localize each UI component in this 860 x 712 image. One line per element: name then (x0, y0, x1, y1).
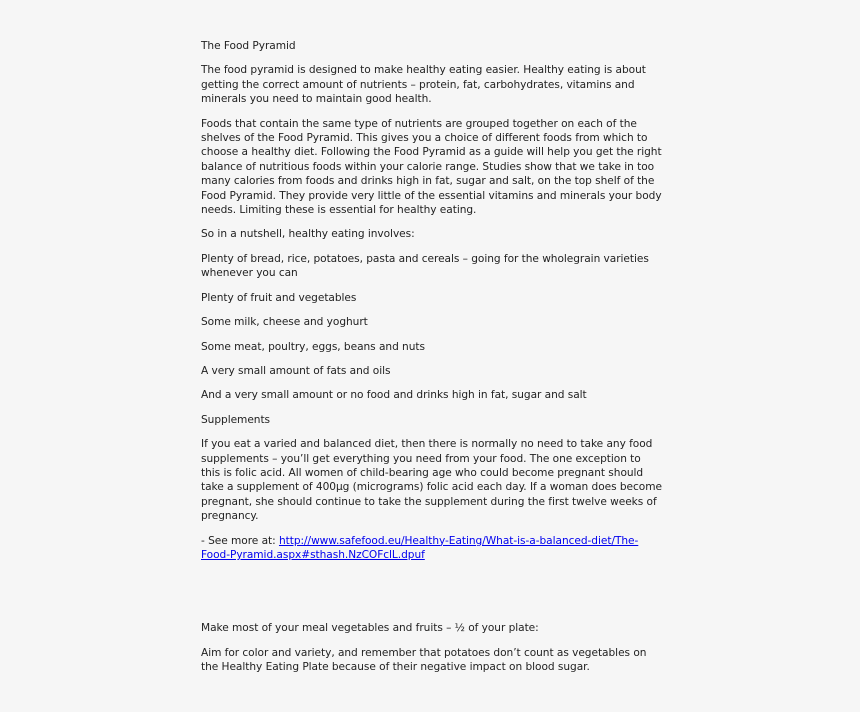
list-item: And a very small amount or no food and drinks high in fat, sugar and salt (201, 389, 587, 402)
source-prefix: - See more at: (201, 534, 279, 547)
list-item: A very small amount of fats and oils (201, 364, 391, 377)
list-item: Some milk, cheese and yoghurt (201, 316, 368, 329)
plate-heading: Make most of your meal vegetables and fruits – ½ of your plate: (201, 622, 539, 635)
document-body (201, 39, 663, 685)
supplements-paragraph: If you eat a varied and balanced diet, then there is normally no need to take any food supplements – you’ll get everything you need from your food. The one exception to this is folic acid. All women of child-bearing age who could become pregnant should take a supplement of 400µg (micrograms) folic acid each day. If a woman does become pregnant, she should continue to take the supplement during the first twelve weeks of pregnancy. (201, 438, 662, 523)
source-link[interactable]: http://www.safefood.eu/Healthy-Eating/What-is-a-balanced-diet/The-Food-Pyramid.aspx#sthash.NzCOFclL.dpuf (201, 534, 639, 561)
plate-paragraph: Aim for color and variety, and remember that potatoes don’t count as vegetables on the Healthy Eating Plate because of their negative impact on blood sugar. (201, 646, 647, 674)
nutshell-paragraph: So in a nutshell, healthy eating involves: (201, 228, 415, 241)
food-groups-paragraph: Foods that contain the same type of nutrients are grouped together on each of the shelves of the Food Pyramid. This gives you a choice of different foods from which to choose a healthy diet. Following the Food Pyramid as a guide will help you get the right balance of nutritious foods within your calorie range. Studies show that we take in too many calories from foods and drinks high in fat, sugar and salt, on the top shelf of the Food Pyramid. They provide very little of the essential vitamins and minerals your body needs. Limiting these is essential for healthy eating. (201, 117, 662, 217)
source-line (201, 534, 663, 563)
list-item: Some meat, poultry, eggs, beans and nuts (201, 340, 425, 353)
document-title: The Food Pyramid (201, 40, 296, 52)
list-item: Plenty of bread, rice, potatoes, pasta and cereals – going for the wholegrain varieties whenever you can (201, 252, 649, 280)
supplements-heading: Supplements (201, 413, 271, 426)
list-item: Plenty of fruit and vegetables (201, 291, 357, 304)
blank-space (201, 572, 663, 621)
intro-paragraph: The food pyramid is designed to make healthy eating easier. Healthy eating is about getting the correct amount of nutrients – protein, fat, carbohydrates, vitamins and minerals you need to maintain good health. (201, 64, 646, 106)
